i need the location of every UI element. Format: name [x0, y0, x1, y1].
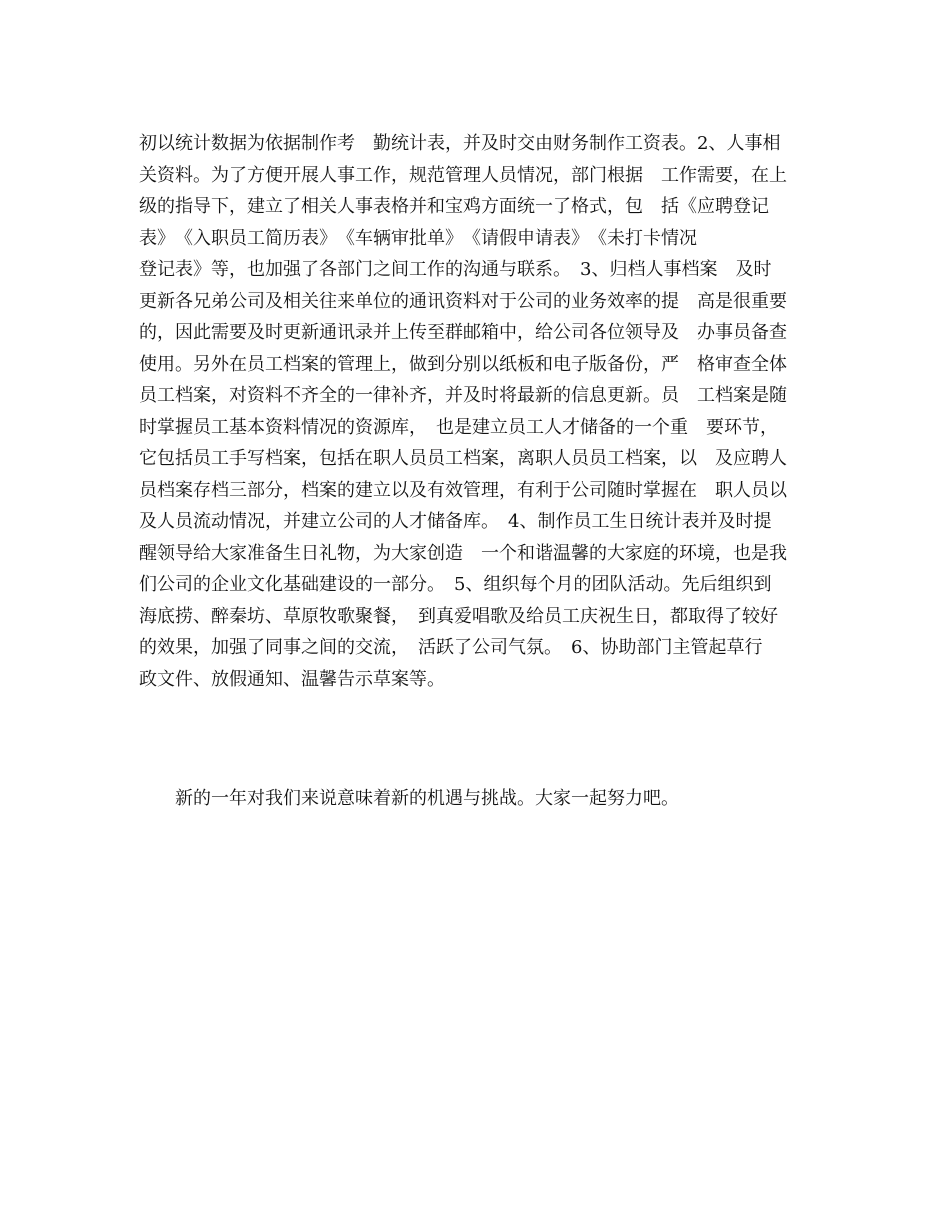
text-line: 政文件、放假通知、温馨告示草案等。: [139, 668, 445, 690]
text-line: 关资料。为了方便开展人事工作，规范管理人员情况，部门根据 工作需要，在上: [139, 164, 787, 186]
text-line: 的，因此需要及时更新通讯录并上传至群邮箱中，给公司各位领导及 办事员备查: [139, 322, 787, 343]
text-line: 它包括员工手写档案，包括在职人员员工档案，离职人员员工档案，以 及应聘人: [139, 448, 787, 469]
text-line: 及人员流动情况，并建立公司的人才储备库。 4、制作员工生日统计表并及时提: [139, 511, 772, 532]
text-line: 更新各兄弟公司及相关往来单位的通讯资料对于公司的业务效率的提 高是很重要: [139, 290, 787, 312]
text-line: 海底捞、醉秦坊、草原牧歌聚餐， 到真爱唱歌及给员工庆祝生日，都取得了较好: [139, 605, 778, 627]
text-line: 们公司的企业文化基础建设的一部分。 5、组织每个月的团队活动。先后组织到: [139, 574, 772, 595]
text-line: 表》 《入职员工简历表》 《车辆审批单》 《请假申请表》 《未打卡情况: [139, 227, 697, 249]
text-line: 初以统计数据为依据制作考 勤统计表，并及时交由财务制作工资表。2、人事相: [139, 133, 781, 154]
text-line: 级的指导下，建立了相关人事表格并和宝鸡方面统一了格式，包 括《应聘登记: [139, 196, 769, 217]
text-line: 登记表》等，也加强了各部门之间工作的沟通与联系。 3、归档人事档案 及时: [139, 259, 772, 280]
text-line: 使用。另外在员工档案的管理上，做到分别以纸板和电子版备份，严 格审查全体: [139, 353, 787, 375]
text-line: 的效果，加强了同事之间的交流， 活跃了公司气氛。 6、协助部门主管起草行: [139, 637, 763, 658]
closing-paragraph: 新的一年对我们来说意味着新的机遇与挑战。大家一起努力吧。: [175, 788, 679, 809]
text-line: 员工档案，对资料不齐全的一律补齐，并及时将最新的信息更新。员 工档案是随: [139, 385, 787, 406]
text-line: 员档案存档三部分，档案的建立以及有效管理，有利于公司随时掌握在 职人员以: [139, 479, 787, 501]
text-line: 醒领导给大家准备生日礼物，为大家创造 一个和谐温馨的大家庭的环境，也是我: [139, 542, 787, 564]
body-paragraph: [139, 128, 819, 695]
text-line: 时掌握员工基本资料情况的资源库， 也是建立员工人才储备的一个重 要环节，: [139, 416, 778, 438]
